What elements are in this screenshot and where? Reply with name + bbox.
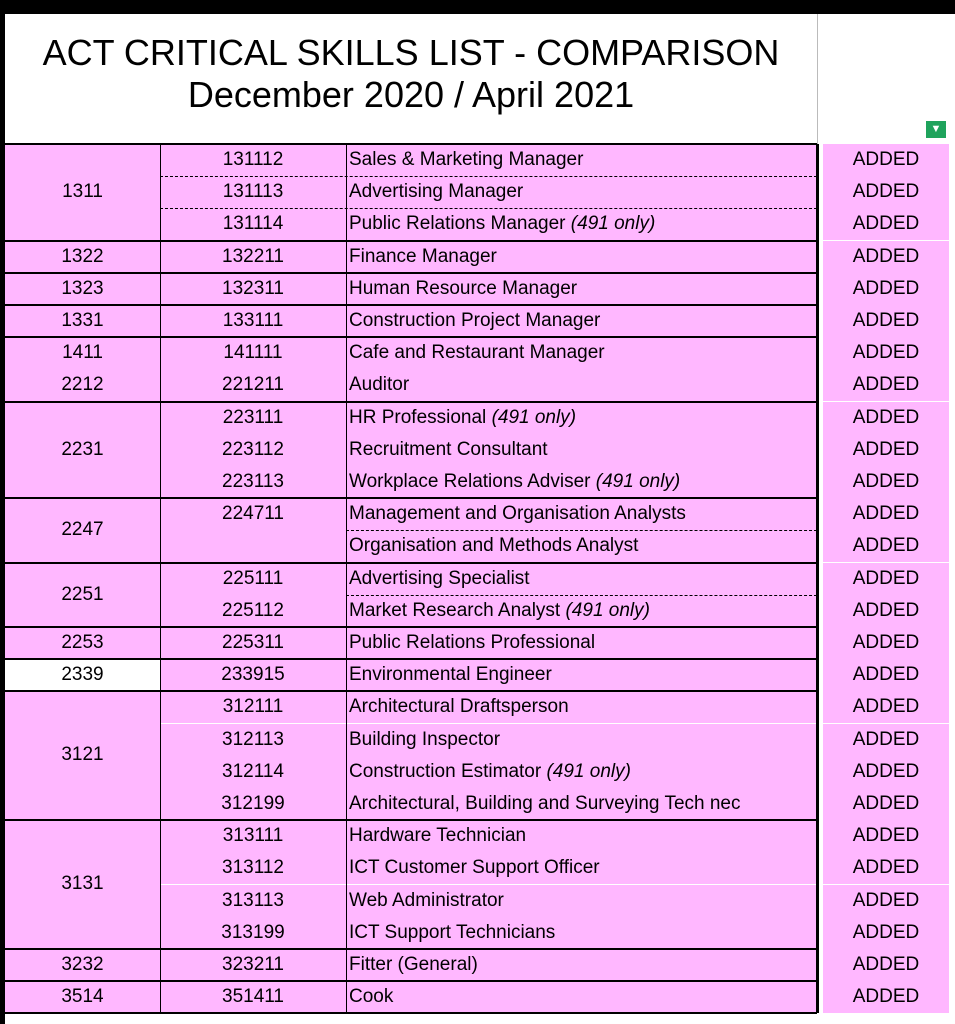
- occupation-note: (491 only): [546, 760, 631, 782]
- status-cell: ADDED: [823, 917, 949, 949]
- occupation-name-cell: [346, 176, 816, 208]
- occupation-name: Auditor: [349, 374, 410, 396]
- status-cell: ADDED: [823, 852, 949, 884]
- occupation-code-cell: 133111: [160, 305, 346, 337]
- occupation-name-cell: [346, 434, 816, 466]
- occupation-name: Architectural, Building and Surveying Tech nec: [349, 793, 741, 814]
- status-cell: ADDED: [823, 595, 949, 627]
- occupation-name-cell: [346, 305, 816, 337]
- occupation-name: Workplace Relations Adviser: [349, 471, 591, 492]
- occupation-code-cell: 223112: [160, 434, 346, 466]
- row-separator: [346, 530, 817, 531]
- occupation-name: Sales & Marketing Manager: [349, 149, 584, 170]
- unit-group-cell: 2339: [5, 659, 160, 691]
- occupation-code-cell: 225111: [160, 563, 346, 595]
- occupation-code-cell: [160, 530, 346, 562]
- unit-group-cell: 2253: [5, 627, 160, 659]
- group-border: [5, 272, 817, 274]
- group-border: [5, 690, 817, 692]
- occupation-code-cell: 313112: [160, 852, 346, 884]
- column-border: [160, 144, 161, 1013]
- unit-group-cell: 1323: [5, 273, 160, 305]
- group-border: [5, 497, 817, 499]
- occupation-name-cell: [346, 498, 816, 530]
- group-border: [5, 948, 817, 950]
- group-border: [5, 819, 817, 821]
- unit-group-cell: 1322: [5, 241, 160, 273]
- occupation-code-cell: 132211: [160, 241, 346, 273]
- occupation-name: Advertising Manager: [349, 181, 524, 203]
- status-cell: ADDED: [823, 466, 949, 498]
- status-cell: ADDED: [823, 659, 949, 691]
- group-border: [5, 240, 817, 242]
- occupation-name-cell: [346, 208, 816, 240]
- unit-group-cell: 3121: [5, 691, 160, 820]
- group-border: [5, 143, 817, 145]
- occupation-code-cell: 313199: [160, 917, 346, 949]
- page-title: ACT CRITICAL SKILLS LIST - COMPARISON: [42, 32, 780, 73]
- occupation-name: Recruitment Consultant: [349, 438, 548, 460]
- status-cell: ADDED: [823, 885, 949, 917]
- occupation-code-cell: 312199: [160, 788, 346, 820]
- row-separator: [160, 208, 817, 209]
- unit-group-cell: 1311: [5, 144, 160, 241]
- group-border: [5, 401, 817, 403]
- occupation-name: Environmental Engineer: [349, 664, 552, 686]
- unit-group-cell: 3514: [5, 981, 160, 1013]
- occupation-code-cell: 223111: [160, 402, 346, 434]
- occupation-note: (491 only): [595, 471, 681, 492]
- occupation-name-cell: [346, 563, 816, 595]
- status-cell: ADDED: [823, 241, 949, 273]
- occupation-code-cell: 131112: [160, 144, 346, 176]
- column-divider: [817, 14, 818, 144]
- occupation-note: (491 only): [565, 599, 650, 621]
- occupation-code-cell: 141111: [160, 337, 346, 369]
- occupation-name-cell: [346, 627, 816, 659]
- occupation-code-cell: 313111: [160, 820, 346, 852]
- occupation-name: ICT Customer Support Officer: [349, 857, 600, 879]
- row-separator: [346, 595, 817, 596]
- page-subtitle: December 2020 / April 2021: [187, 74, 635, 115]
- occupation-code-cell: 312113: [160, 724, 346, 756]
- occupation-name: Construction Project Manager: [349, 310, 601, 331]
- occupation-name-cell: [346, 691, 816, 723]
- occupation-name-cell: [346, 917, 816, 949]
- occupation-name: Human Resource Manager: [349, 277, 578, 299]
- unit-group-cell: 3232: [5, 949, 160, 981]
- occupation-name: Cook: [349, 986, 394, 1008]
- status-cell: ADDED: [823, 144, 949, 176]
- status-cell: ADDED: [823, 273, 949, 305]
- spreadsheet-sheet: [5, 14, 955, 1024]
- occupation-name-cell: [346, 369, 816, 401]
- status-cell: ADDED: [823, 724, 949, 756]
- occupation-name-cell: [346, 981, 816, 1013]
- unit-group-cell: 2251: [5, 563, 160, 627]
- occupation-name: Organisation and Methods Analyst: [349, 535, 639, 557]
- status-cell: ADDED: [823, 949, 949, 981]
- occupation-name: Building Inspector: [349, 728, 501, 750]
- occupation-name-cell: [346, 788, 816, 820]
- occupation-code-cell: 225112: [160, 595, 346, 627]
- group-border: [5, 304, 817, 306]
- occupation-name: Fitter (General): [349, 954, 478, 975]
- column-border: [346, 144, 347, 1013]
- occupation-name-cell: [346, 949, 816, 981]
- group-border: [5, 336, 817, 338]
- occupation-name: Market Research Analyst: [349, 599, 561, 621]
- filter-icon[interactable]: ▼: [926, 121, 946, 138]
- occupation-code-cell: 131114: [160, 208, 346, 240]
- status-cell: ADDED: [823, 627, 949, 659]
- occupation-code-cell: 233915: [160, 659, 346, 691]
- occupation-name: Cafe and Restaurant Manager: [349, 342, 605, 364]
- unit-group-cell: 3131: [5, 820, 160, 949]
- status-cell: ADDED: [823, 691, 949, 723]
- status-cell: ADDED: [823, 788, 949, 820]
- status-cell: ADDED: [823, 208, 949, 240]
- occupation-code-cell: 131113: [160, 176, 346, 208]
- occupation-name-cell: [346, 144, 816, 176]
- occupation-name-cell: [346, 273, 816, 305]
- occupation-name-cell: [346, 530, 816, 562]
- occupation-name: ICT Support Technicians: [349, 921, 556, 943]
- occupation-name-cell: [346, 595, 816, 627]
- occupation-note: (491 only): [570, 213, 656, 235]
- occupation-name-cell: [346, 402, 816, 434]
- occupation-name: HR Professional: [349, 406, 487, 428]
- occupation-name: Public Relations Professional: [349, 632, 596, 653]
- occupation-code-cell: 313113: [160, 885, 346, 917]
- column-border: [816, 144, 819, 1013]
- group-border: [5, 562, 817, 564]
- status-cell: ADDED: [823, 498, 949, 530]
- unit-group-cell: 2247: [5, 498, 160, 562]
- occupation-code-cell: 323211: [160, 949, 346, 981]
- occupation-name-cell: [346, 337, 816, 369]
- occupation-code-cell: 312114: [160, 756, 346, 788]
- status-cell: ADDED: [823, 402, 949, 434]
- occupation-code-cell: 225311: [160, 627, 346, 659]
- occupation-note: (491 only): [491, 406, 577, 428]
- group-border: [5, 1012, 817, 1014]
- group-border: [5, 626, 817, 628]
- occupation-name: Finance Manager: [349, 245, 497, 267]
- occupation-code-cell: 223113: [160, 466, 346, 498]
- unit-group-cell: 2212: [5, 369, 160, 401]
- title-block: [5, 14, 817, 142]
- status-cell: ADDED: [823, 337, 949, 369]
- occupation-code-cell: 221211: [160, 369, 346, 401]
- occupation-code-cell: 351411: [160, 981, 346, 1013]
- occupation-code-cell: 312111: [160, 691, 346, 723]
- occupation-name-cell: [346, 466, 816, 498]
- status-cell: ADDED: [823, 305, 949, 337]
- occupation-name: Public Relations Manager: [349, 213, 566, 235]
- row-separator: [160, 176, 817, 177]
- unit-group-cell: 2231: [5, 402, 160, 499]
- occupation-name-cell: [346, 241, 816, 273]
- occupation-name: Management and Organisation Analysts: [349, 503, 686, 525]
- occupation-name-cell: [346, 659, 816, 691]
- occupation-name-cell: [346, 724, 816, 756]
- occupation-name-cell: [346, 820, 816, 852]
- status-cell: ADDED: [823, 434, 949, 466]
- occupation-code-cell: 132311: [160, 273, 346, 305]
- occupation-name-cell: [346, 852, 816, 884]
- occupation-name: Advertising Specialist: [349, 567, 530, 589]
- status-cell: ADDED: [823, 563, 949, 595]
- occupation-name-cell: [346, 756, 816, 788]
- occupation-code-cell: 224711: [160, 498, 346, 530]
- unit-group-cell: 1331: [5, 305, 160, 337]
- status-cell: ADDED: [823, 369, 949, 401]
- group-border: [5, 980, 817, 982]
- occupation-name: Web Administrator: [349, 889, 504, 911]
- occupation-name: Architectural Draftsperson: [349, 696, 569, 718]
- status-cell: ADDED: [823, 756, 949, 788]
- occupation-name-cell: [346, 885, 816, 917]
- status-cell: ADDED: [823, 176, 949, 208]
- status-cell: ADDED: [823, 820, 949, 852]
- occupation-name: Hardware Technician: [349, 825, 527, 847]
- unit-group-cell: 1411: [5, 337, 160, 369]
- occupation-name: Construction Estimator: [349, 760, 542, 782]
- status-cell: ADDED: [823, 530, 949, 562]
- group-border: [5, 658, 817, 660]
- status-cell: ADDED: [823, 981, 949, 1013]
